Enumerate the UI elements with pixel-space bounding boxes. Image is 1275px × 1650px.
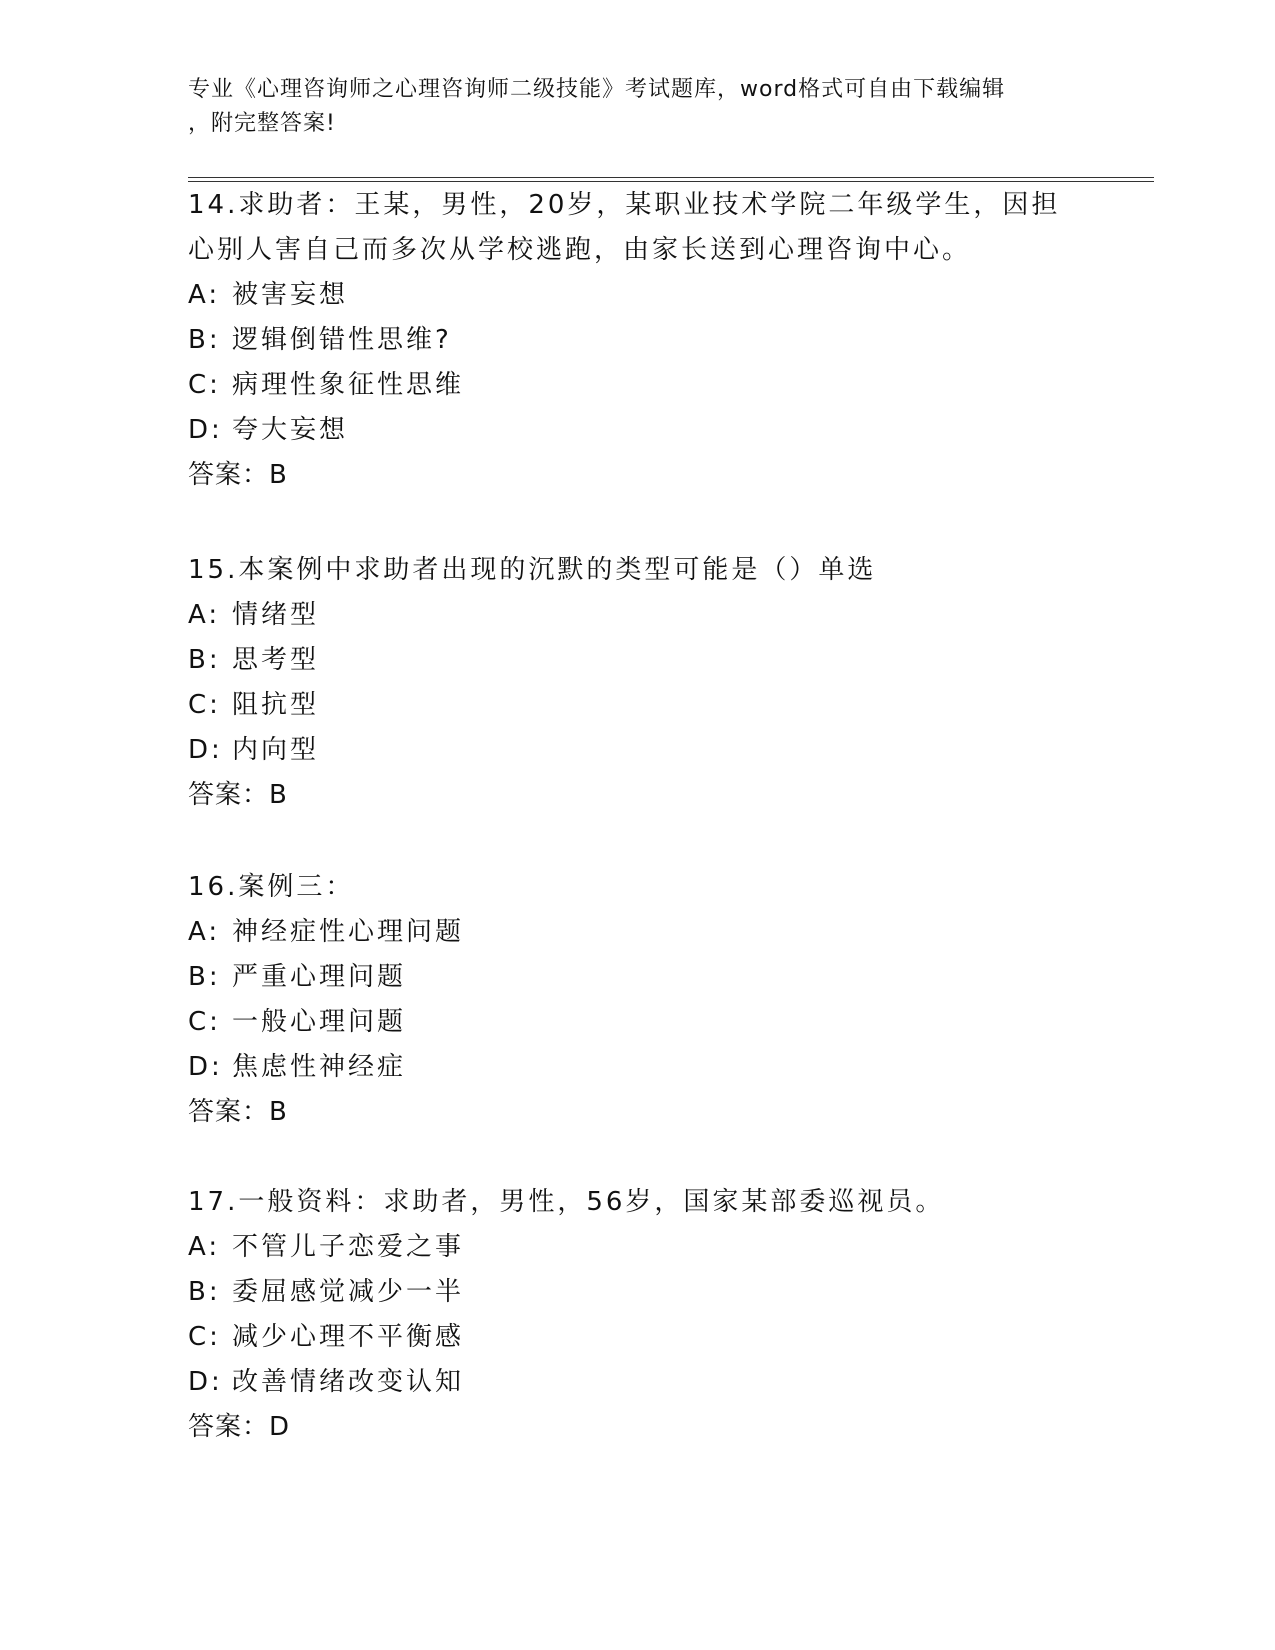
option-d bbox=[188, 728, 1088, 773]
option-b bbox=[188, 318, 1088, 363]
option-text: 被害妄想 bbox=[232, 280, 349, 310]
option-letter: B: bbox=[188, 645, 221, 675]
question-16 bbox=[188, 865, 1088, 1135]
option-letter: C: bbox=[188, 690, 221, 720]
option-d bbox=[188, 1360, 1088, 1405]
question-stem: 15.本案例中求助者出现的沉默的类型可能是（）单选 bbox=[188, 555, 877, 585]
option-b bbox=[188, 638, 1088, 683]
option-a bbox=[188, 593, 1088, 638]
option-letter: A: bbox=[188, 917, 221, 947]
question-14 bbox=[188, 183, 1088, 498]
option-text: 改善情绪改变认知 bbox=[232, 1367, 465, 1397]
question-stem: 16.案例三： bbox=[188, 872, 355, 902]
answer-line: 答案：B bbox=[188, 460, 288, 490]
option-letter: B: bbox=[188, 325, 221, 355]
option-text: 减少心理不平衡感 bbox=[232, 1322, 465, 1352]
option-letter: A: bbox=[188, 280, 221, 310]
option-a bbox=[188, 273, 1088, 318]
option-text: 神经症性心理问题 bbox=[232, 917, 465, 947]
option-text: 一般心理问题 bbox=[232, 1007, 407, 1037]
option-letter: D: bbox=[188, 735, 223, 765]
option-text: 阻抗型 bbox=[232, 690, 320, 720]
option-letter: A: bbox=[188, 600, 221, 630]
option-d bbox=[188, 1045, 1088, 1090]
question-stem: 14.求助者：王某，男性，20岁，某职业技术学院二年级学生，因担心别人害自己而多次从学校逃跑，由家长送到心理咨询中心。 bbox=[188, 190, 1061, 265]
option-text: 严重心理问题 bbox=[232, 962, 407, 992]
option-text: 夸大妄想 bbox=[232, 415, 349, 445]
header-note-line-2: ，附完整答案! bbox=[188, 111, 336, 136]
option-b bbox=[188, 1270, 1088, 1315]
question-17 bbox=[188, 1180, 1088, 1450]
answer-line: 答案：B bbox=[188, 1097, 288, 1127]
answer-line: 答案：B bbox=[188, 780, 288, 810]
option-text: 逻辑倒错性思维? bbox=[232, 325, 452, 355]
option-d bbox=[188, 408, 1088, 453]
option-c bbox=[188, 683, 1088, 728]
option-text: 思考型 bbox=[232, 645, 320, 675]
option-letter: C: bbox=[188, 370, 221, 400]
option-text: 病理性象征性思维 bbox=[232, 370, 465, 400]
option-text: 不管儿子恋爱之事 bbox=[232, 1232, 465, 1262]
option-text: 焦虑性神经症 bbox=[232, 1052, 407, 1082]
option-a bbox=[188, 910, 1088, 955]
option-letter: C: bbox=[188, 1322, 221, 1352]
option-letter: D: bbox=[188, 1367, 223, 1397]
question-stem: 17.一般资料：求助者，男性，56岁，国家某部委巡视员。 bbox=[188, 1187, 945, 1217]
header-note bbox=[188, 73, 1078, 141]
option-c bbox=[188, 1315, 1088, 1360]
question-15 bbox=[188, 548, 1088, 818]
option-b bbox=[188, 955, 1088, 1000]
header-double-rule bbox=[188, 177, 1154, 182]
option-letter: A: bbox=[188, 1232, 221, 1262]
option-text: 内向型 bbox=[232, 735, 320, 765]
option-letter: C: bbox=[188, 1007, 221, 1037]
option-text: 委屈感觉减少一半 bbox=[232, 1277, 465, 1307]
option-c bbox=[188, 1000, 1088, 1045]
header-note-line-1: 专业《心理咨询师之心理咨询师二级技能》考试题库，word格式可自由下载编辑 bbox=[188, 77, 1006, 102]
option-letter: D: bbox=[188, 415, 223, 445]
option-letter: B: bbox=[188, 962, 221, 992]
option-text: 情绪型 bbox=[232, 600, 320, 630]
option-c bbox=[188, 363, 1088, 408]
answer-line: 答案：D bbox=[188, 1412, 291, 1442]
option-letter: B: bbox=[188, 1277, 221, 1307]
option-a bbox=[188, 1225, 1088, 1270]
option-letter: D: bbox=[188, 1052, 223, 1082]
